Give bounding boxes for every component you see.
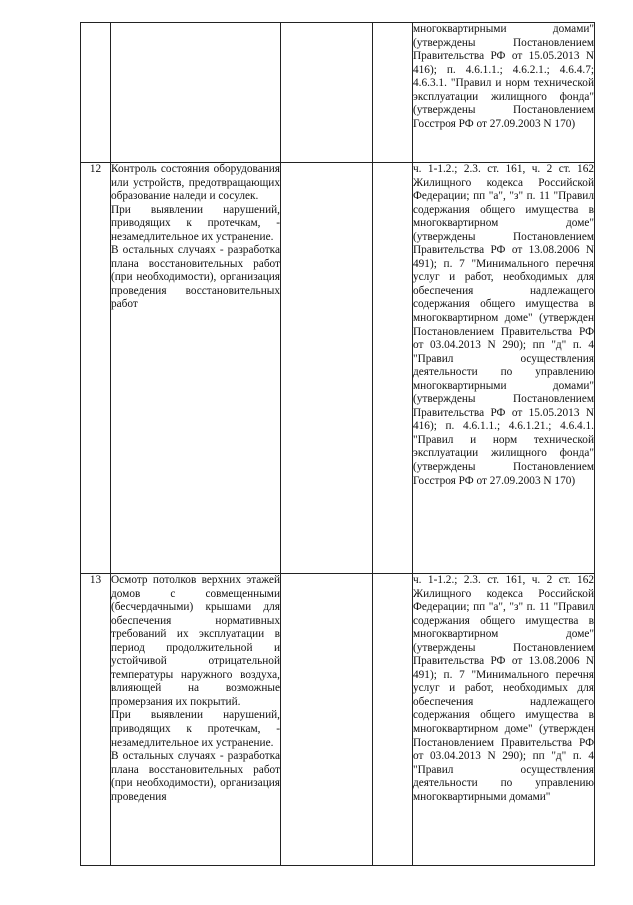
- table-row: [81, 574, 595, 866]
- empty-cell: [281, 574, 373, 866]
- empty-cell: [281, 23, 373, 163]
- work-paragraph: Осмотр потолков верхних этажей домов с совмещенными (бесчердачными) крышами для обеспечения нормативных требований их эксплуатации в период продолжительной и устойчивой отрицательной температуры наружного воздуха, влияющей на возможные промерзания их покрытий.: [111, 574, 280, 708]
- work-description-cell: [111, 574, 281, 866]
- row-number-cell: 12: [81, 163, 111, 574]
- legal-basis-cell: [413, 574, 595, 866]
- work-description-cell: [111, 163, 281, 574]
- row-number-cell: 13: [81, 574, 111, 866]
- legal-basis-cell: [413, 163, 595, 574]
- legal-basis-text: ч. 1-1.2.; 2.3. ст. 161, ч. 2 ст. 162 Жилищного кодекса Российской Федерации; пп "а", "з" п. 11 "Правил содержания общего имущества в многоквартирном доме" (утверждены Постановлением Правительства РФ от 13.08.2006 N 491); п. 7 "Минимального перечня услуг и работ, необходимых для обеспечения надлежащего содержания общего имущества в многоквартирном доме" (утвержден Постановлением Правительства РФ от 03.04.2013 N 290); пп "д" п. 4 "Правил осуществления деятельности по управлению многоквартирными домами": [413, 574, 594, 803]
- empty-cell: [373, 23, 413, 163]
- work-paragraph: В остальных случаях - разработка плана восстановительных работ (при необходимости), организация проведения: [111, 750, 280, 803]
- empty-cell: [373, 574, 413, 866]
- work-paragraph: Контроль состояния оборудования или устройств, предотвращающих образование наледи и сосулек.: [111, 163, 280, 203]
- table-row: [81, 23, 595, 163]
- legal-basis-cell: [413, 23, 595, 163]
- empty-cell: [281, 163, 373, 574]
- legal-basis-text: многоквартирными домами" (утверждены Постановлением Правительства РФ от 15.05.2013 N 416); п. 4.6.1.1.; 4.6.2.1.; 4.6.4.7; 4.6.3.1. "Правил и норм технической эксплуатации жилищного фонда" (утверждены Постановлением Госстроя РФ от 27.09.2003 N 170): [413, 23, 594, 130]
- requirements-table: [80, 22, 595, 866]
- table-row: [81, 163, 595, 574]
- work-paragraph: В остальных случаях - разработка плана восстановительных работ (при необходимости), организация проведения восстановительных работ: [111, 244, 280, 311]
- work-paragraph: При выявлении нарушений, приводящих к протечкам, - незамедлительное их устранение.: [111, 709, 280, 749]
- legal-basis-text: ч. 1-1.2.; 2.3. ст. 161, ч. 2 ст. 162 Жилищного кодекса Российской Федерации; пп "а", "з" п. 11 "Правил содержания общего имущества в многоквартирном доме" (утверждены Постановлением Правительства РФ от 13.08.2006 N 491); п. 7 "Минимального перечня услуг и работ, необходимых для обеспечения надлежащего содержания общего имущества в многоквартирном доме" (утвержден Постановлением Правительства РФ от 03.04.2013 N 290); пп "д" п. 4 "Правил осуществления деятельности по управлению многоквартирными домами" (утверждены Постановлением Правительства РФ от 15.05.2013 N 416); п. 4.6.1.1.; 4.6.1.21.; 4.6.4.1. "Правил и норм технической эксплуатации жилищного фонда" (утверждены Постановлением Госстроя РФ от 27.09.2003 N 170): [413, 163, 594, 487]
- empty-cell: [373, 163, 413, 574]
- work-paragraph: При выявлении нарушений, приводящих к протечкам, - незамедлительное их устранение.: [111, 203, 280, 243]
- row-number-cell: [81, 23, 111, 163]
- work-description-cell: [111, 23, 281, 163]
